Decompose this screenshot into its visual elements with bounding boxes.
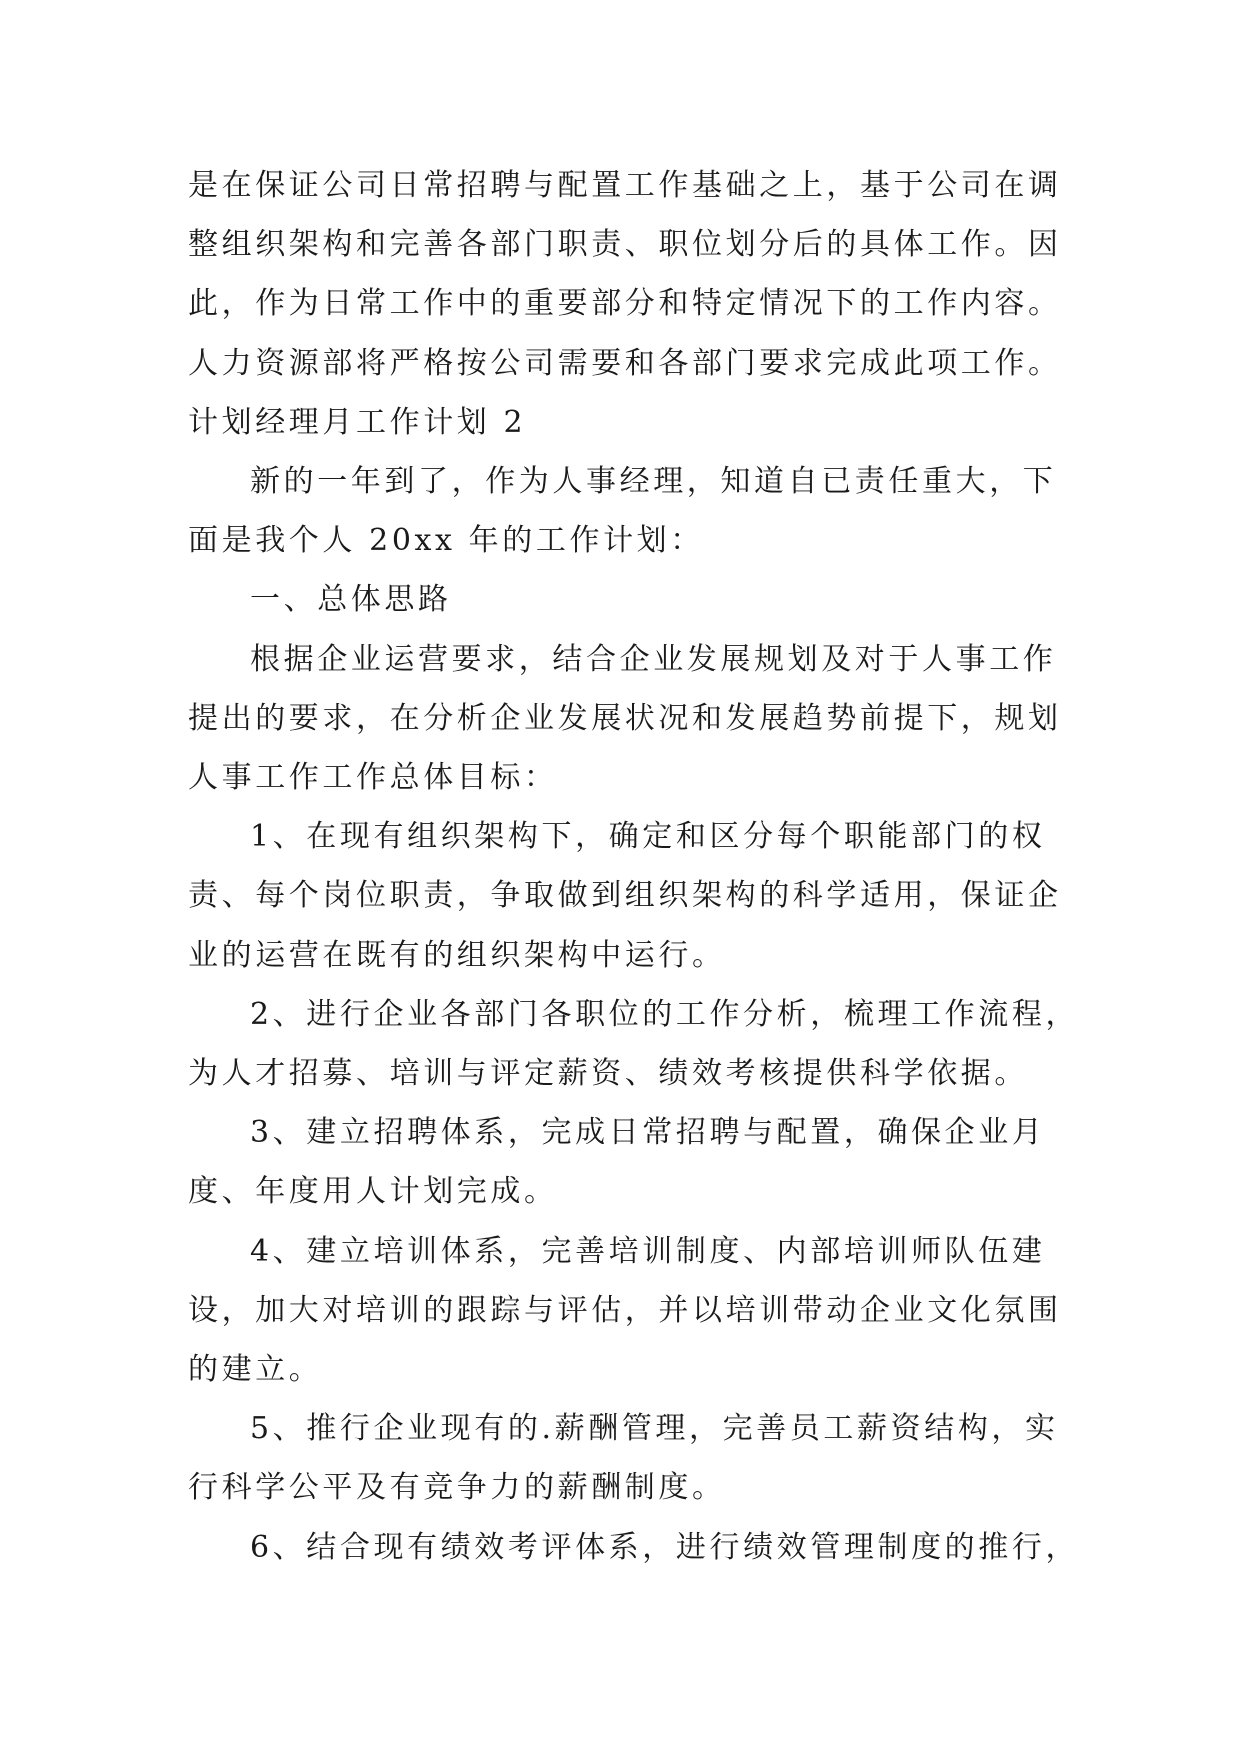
text-line: 新的一年到了，作为人事经理，知道自已责任重大，下 xyxy=(250,464,1057,500)
text-line: 责、每个岗位职责，争取做到组织架构的科学适用，保证企 xyxy=(188,878,1062,914)
text-line: 1、在现有组织架构下，确定和区分每个职能部门的权 xyxy=(250,819,1046,855)
list-item-1 xyxy=(188,807,1068,985)
continuation-paragraph xyxy=(188,156,1068,393)
section-title xyxy=(188,393,1068,452)
list-item-2 xyxy=(188,985,1080,1103)
overview-paragraph xyxy=(188,630,1068,808)
text-line: 4、建立培训体系，完善培训制度、内部培训师队伍建 xyxy=(250,1233,1046,1269)
text-line: 5、推行企业现有的.薪酬管理，完善员工薪资结构，实 xyxy=(250,1411,1059,1447)
heading-overall-approach xyxy=(188,570,1068,629)
text-line: 业的运营在既有的组织架构中运行。 xyxy=(188,937,726,973)
text-line: 2、进行企业各部门各职位的工作分析，梳理工作流程， xyxy=(250,996,1080,1032)
text-line: 3、建立招聘体系，完成日常招聘与配置，确保企业月 xyxy=(250,1115,1046,1151)
section-title-text: 计划经理月工作计划 2 xyxy=(188,404,527,440)
text-line: 根据企业运营要求，结合企业发展规划及对于人事工作 xyxy=(250,641,1057,677)
list-item-6 xyxy=(188,1518,1080,1577)
document-body xyxy=(188,156,1080,1577)
text-line: 的建立。 xyxy=(188,1352,323,1388)
text-line: 提出的要求，在分析企业发展状况和发展趋势前提下，规划 xyxy=(188,700,1062,736)
list-item-5 xyxy=(188,1399,1068,1517)
text-line: 度、年度用人计划完成。 xyxy=(188,1174,558,1210)
text-line: 人力资源部将严格按公司需要和各部门要求完成此项工作。 xyxy=(188,345,1062,381)
text-line: 面是我个人 20xx 年的工作计划： xyxy=(188,523,704,559)
text-line: 行科学公平及有竞争力的薪酬制度。 xyxy=(188,1470,726,1506)
intro-paragraph xyxy=(188,452,1068,570)
text-line: 为人才招募、培训与评定薪资、绩效考核提供科学依据。 xyxy=(188,1056,1028,1092)
list-item-3 xyxy=(188,1103,1068,1221)
text-line: 整组织架构和完善各部门职责、职位划分后的具体工作。因 xyxy=(188,227,1062,263)
text-line: 6、结合现有绩效考评体系，进行绩效管理制度的推行， xyxy=(250,1529,1080,1565)
text-line: 此，作为日常工作中的重要部分和特定情况下的工作内容。 xyxy=(188,286,1062,322)
text-line: 设，加大对培训的跟踪与评估，并以培训带动企业文化氛围 xyxy=(188,1292,1062,1328)
text-line: 是在保证公司日常招聘与配置工作基础之上，基于公司在调 xyxy=(188,168,1062,203)
list-item-4 xyxy=(188,1222,1068,1400)
heading-text: 一、总体思路 xyxy=(250,582,452,618)
text-line: 人事工作工作总体目标： xyxy=(188,760,558,796)
